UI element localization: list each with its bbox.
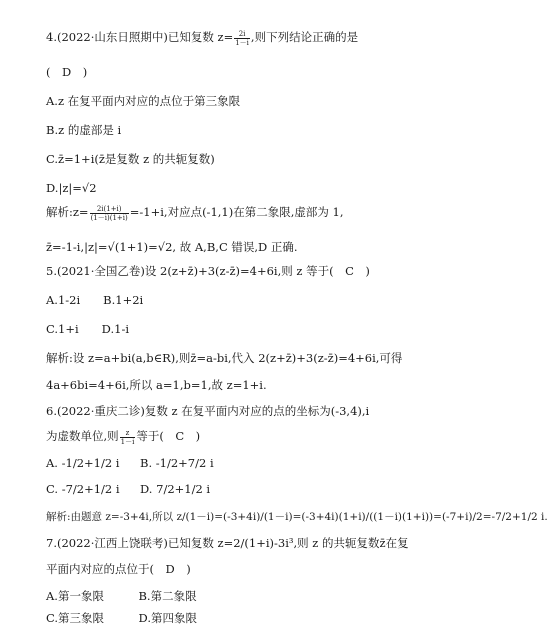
q7-stem-line2: 平面内对应的点位于( D ) — [46, 562, 191, 576]
q4-stem-b: ,则下列结论正确的是 — [250, 30, 359, 44]
q4-stem-a: 4.(2022·山东日照期中)已知复数 z= — [46, 30, 234, 44]
q6-option-d: D. 7/2+1/2 i — [140, 482, 211, 496]
q4-option-a: A.z 在复平面内对应的点位于第三象限 — [46, 94, 241, 108]
q4-fraction: $\frac{2i}{1-i}$ — [235, 29, 249, 47]
q7-stem-line1: 7.(2022·江西上饶联考)已知复数 z=2/(1+i)-3i³,则 z 的共轭复数z̄在复 — [46, 536, 409, 550]
q4-answer: ( D ) — [46, 65, 88, 79]
q6-option-b: B. -1/2+7/2 i — [140, 456, 214, 470]
q4-option-c: C.z̄=1+i(z̄是复数 z 的共轭复数) — [46, 152, 215, 166]
q4-option-d: D.|z|=√2 — [46, 181, 97, 195]
q5-stem: 5.(2021·全国乙卷)设 2(z+z̄)+3(z-z̄)=4+6i,则 z 等于( C ) — [46, 264, 370, 278]
q6-fraction: $\frac{z}{1-i}$ — [120, 428, 135, 446]
q5-solution-line1: 解析:设 z=a+bi(a,b∈R),则z̄=a-bi,代入 2(z+z̄)+3(z-z̄)=4+6i,可得 — [46, 351, 403, 365]
q4-solution-line1: 解析:z= $\frac{2i(1+i)}{(1-i)(1+i)}$ =-1+i,对应点(-1,1)在第二象限,虚部为 1, — [46, 204, 344, 222]
q4-option-b: B.z 的虚部是 i — [46, 123, 122, 137]
q6-stem-line1: 6.(2022·重庆二诊)复数 z 在复平面内对应的点的坐标为(-3,4),i — [46, 404, 370, 418]
q5-options-ab: A.1-2i B.1+2i — [46, 293, 144, 307]
q5-options-cd: C.1+i D.1-i — [46, 322, 130, 336]
q7-options-ab: A.第一象限 B.第二象限 — [46, 589, 197, 603]
q7-options-cd: C.第三象限 D.第四象限 — [46, 611, 198, 625]
q5-solution-line2: 4a+6bi=4+6i,所以 a=1,b=1,故 z=1+i. — [46, 378, 267, 392]
q6-option-c: C. -7/2+1/2 i — [46, 482, 120, 496]
q4-solution-fraction: $\frac{2i(1+i)}{(1-i)(1+i)}$ — [90, 204, 128, 222]
q4-stem — [46, 29, 358, 47]
q6-option-a: A. -1/2+1/2 i — [46, 456, 120, 470]
q6-stem-line2: 为虚数单位,则 $\frac{z}{1-i}$ 等于( C ) — [46, 428, 201, 446]
q4-solution-line2: z̄=-1-i,|z|=√(1+1)=√2, 故 A,B,C 错误,D 正确. — [46, 240, 298, 254]
q6-solution: 解析:由题意 z=-3+4i,所以 z/(1－i)=(-3+4i)/(1－i)=(-3+4i)(1+i)/((1－i)(1+i))=(-7+i)/2=-7/2+1/2 i. — [46, 511, 548, 523]
